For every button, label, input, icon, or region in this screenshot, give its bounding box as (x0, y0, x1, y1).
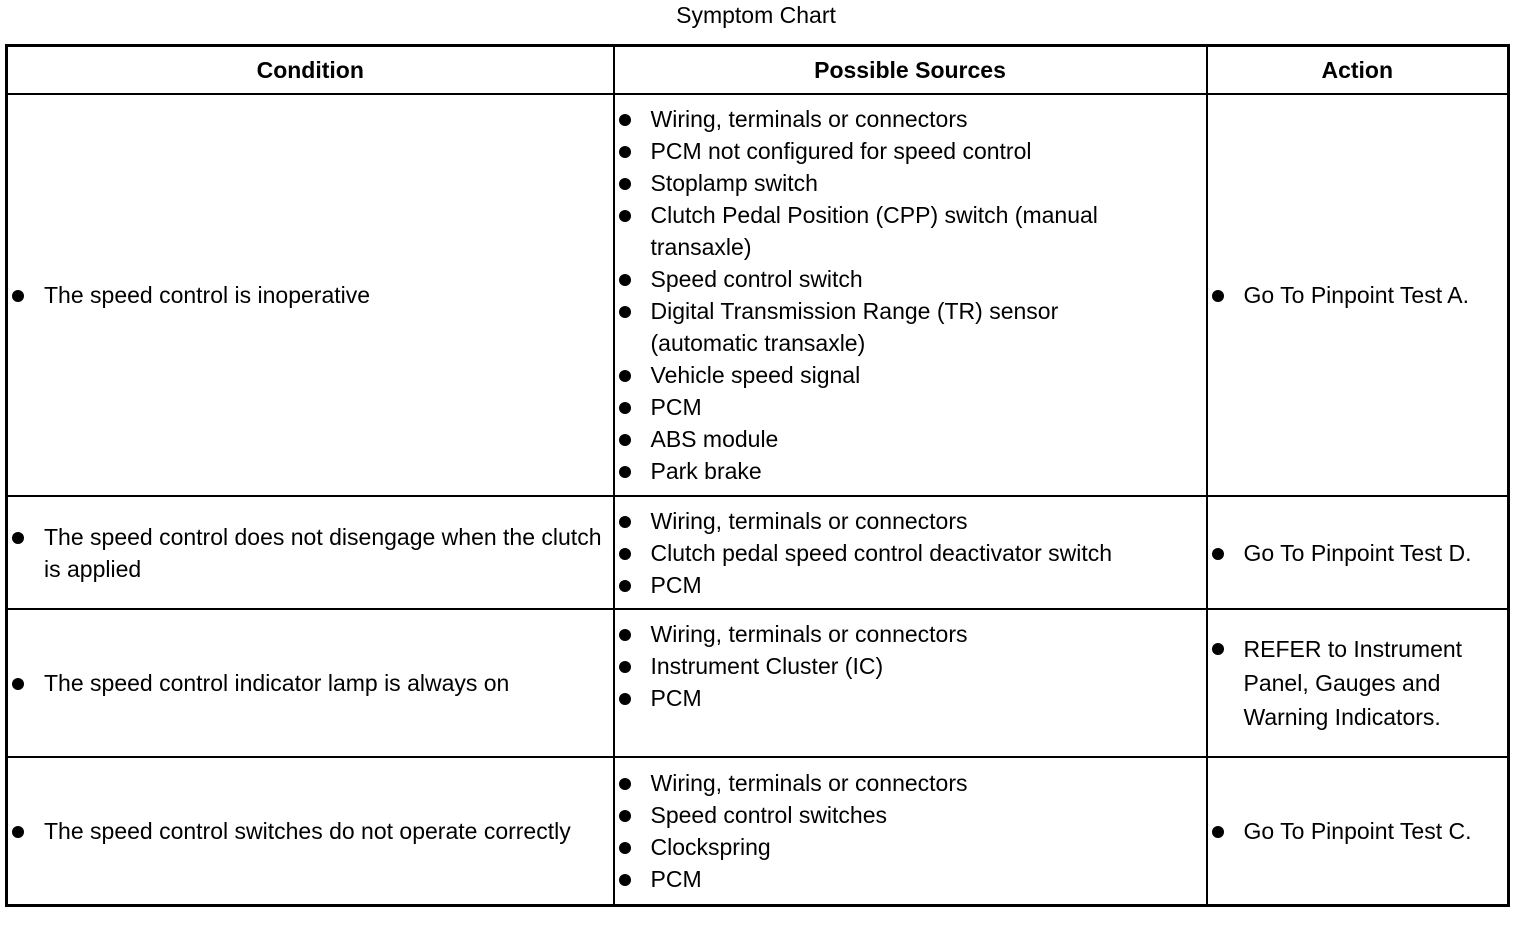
source-item: Park brake (615, 455, 1206, 487)
action-cell (1207, 496, 1509, 609)
table-row (7, 757, 1509, 905)
action-text: REFER to Instrument Panel, Gauges and Warning Indicators. (1208, 632, 1508, 734)
source-item: Digital Transmission Range (TR) sensor (automatic transaxle) (615, 295, 1206, 359)
source-item: Wiring, terminals or connectors (615, 103, 1206, 135)
condition-cell (7, 496, 614, 609)
action-header: Action (1207, 46, 1509, 95)
table-row (7, 609, 1509, 757)
condition-cell (7, 757, 614, 905)
source-item: Stoplamp switch (615, 167, 1206, 199)
source-item: PCM (615, 391, 1206, 423)
condition-cell (7, 94, 614, 496)
action-cell (1207, 757, 1509, 905)
condition-text: The speed control switches do not operate correctly (8, 815, 613, 847)
action-cell (1207, 94, 1509, 496)
condition-text: The speed control is inoperative (8, 279, 613, 311)
possible-sources-cell (614, 609, 1207, 757)
source-item: ABS module (615, 423, 1206, 455)
possible-sources-cell (614, 757, 1207, 905)
source-item: Speed control switch (615, 263, 1206, 295)
action-cell (1207, 609, 1509, 757)
table-row (7, 496, 1509, 609)
action-text: Go To Pinpoint Test D. (1208, 537, 1494, 569)
source-item: Instrument Cluster (IC) (615, 650, 1206, 682)
source-item: Wiring, terminals or connectors (615, 618, 1206, 650)
source-item: PCM (615, 682, 1206, 714)
chart-title: Symptom Chart (676, 2, 836, 28)
possible-sources-cell (614, 496, 1207, 609)
source-item: Speed control switches (615, 799, 1206, 831)
condition-cell (7, 609, 614, 757)
action-text: Go To Pinpoint Test C. (1208, 815, 1494, 847)
action-text: Go To Pinpoint Test A. (1208, 279, 1494, 311)
condition-header: Condition (7, 46, 614, 95)
possible-sources-header: Possible Sources (614, 46, 1207, 95)
header-row (7, 46, 1509, 95)
source-item: Vehicle speed signal (615, 359, 1206, 391)
table-row (7, 94, 1509, 496)
source-item: Clutch pedal speed control deactivator switch (615, 537, 1206, 569)
source-item: Clockspring (615, 831, 1206, 863)
source-item: Clutch Pedal Position (CPP) switch (manual transaxle) (615, 199, 1206, 263)
possible-sources-cell (614, 94, 1207, 496)
source-item: PCM not configured for speed control (615, 135, 1206, 167)
condition-text: The speed control does not disengage when the clutch is applied (8, 521, 613, 585)
source-item: Wiring, terminals or connectors (615, 505, 1206, 537)
source-item: PCM (615, 863, 1206, 895)
source-item: PCM (615, 569, 1206, 601)
symptom-chart-table (5, 44, 1510, 907)
condition-text: The speed control indicator lamp is always on (8, 667, 613, 699)
source-item: Wiring, terminals or connectors (615, 767, 1206, 799)
